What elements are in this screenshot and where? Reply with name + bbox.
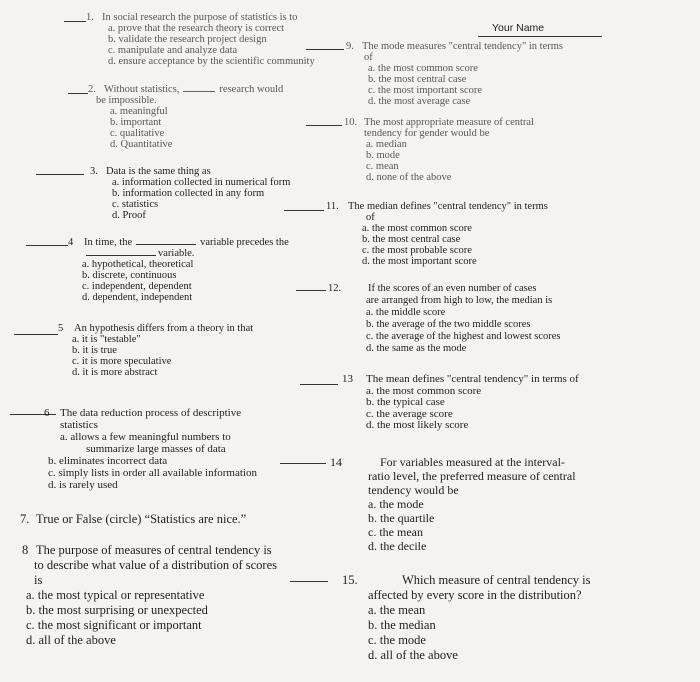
q4-stem-c: variable. — [158, 248, 195, 259]
q8-option-a: a. the most typical or representative — [26, 588, 205, 602]
q6-stem-a: The data reduction process of descriptive — [60, 407, 242, 419]
q2-stem-c: be impossible. — [96, 95, 157, 106]
q4-inline-blank-2[interactable] — [86, 255, 156, 256]
q10-stem-a: The most appropriate measure of central — [364, 117, 534, 128]
your-name-label: Your Name — [492, 22, 545, 34]
question-8 — [22, 543, 277, 648]
q14-stem-c: tendency would be — [368, 483, 459, 497]
q8-option-d: d. all of the above — [26, 633, 116, 647]
q14-number: 14 — [330, 455, 342, 469]
q14-option-c: c. the mean — [368, 525, 423, 539]
q5-number: 5 — [58, 323, 64, 334]
q2-option-b: b. important — [110, 117, 162, 128]
q3-stem: Data is the same thing as — [106, 166, 211, 177]
q14-stem-b: ratio level, the preferred measure of central — [368, 469, 576, 483]
q9-option-a: a. the most common score — [368, 63, 478, 74]
q5-option-b: b. it is true — [72, 345, 117, 356]
q5-option-c: c. it is more speculative — [72, 356, 172, 367]
q4-option-c: c. independent, dependent — [82, 281, 192, 292]
q12-number: 12. — [328, 283, 342, 294]
q4-inline-blank-1[interactable] — [136, 244, 196, 245]
q4-stem-a: In time, the — [84, 237, 133, 248]
q15-answer-blank[interactable] — [290, 581, 328, 582]
q11-number: 11. — [326, 201, 339, 212]
q15-option-d: d. all of the above — [368, 648, 458, 662]
q4-option-d: d. dependent, independent — [82, 292, 193, 303]
q2-option-c: c. qualitative — [110, 128, 165, 139]
question-15 — [342, 573, 590, 663]
q6-option-a-line2: summarize large masses of data — [86, 443, 226, 455]
q4-answer-blank[interactable] — [26, 245, 68, 246]
q11-stem-b: of — [366, 212, 375, 223]
q8-option-b: b. the most surprising or unexpected — [26, 603, 208, 617]
q1-option-b: b. validate the research project design — [108, 34, 267, 45]
q3-option-d: d. Proof — [112, 210, 146, 221]
q9-option-b: b. the most central case — [368, 74, 467, 85]
q2-inline-blank[interactable] — [183, 91, 215, 92]
q5-option-a: a. it is "testable" — [72, 334, 141, 345]
q14-answer-blank[interactable] — [280, 463, 326, 464]
q12-option-c: c. the average of the highest and lowest scores — [366, 331, 561, 342]
q14-option-d: d. the decile — [368, 539, 427, 553]
question-5 — [58, 323, 253, 378]
question-1 — [86, 12, 315, 67]
q6-number: 6 — [44, 407, 50, 419]
q15-number: 15. — [342, 573, 358, 587]
q7-number: 7. — [20, 512, 30, 526]
question-7 — [20, 512, 246, 527]
q10-number: 10. — [344, 117, 358, 128]
q15-stem-a: Which measure of central tendency is — [402, 573, 591, 587]
q2-answer-blank[interactable] — [68, 93, 88, 94]
q12-answer-blank[interactable] — [296, 290, 326, 291]
q1-number: 1. — [86, 12, 94, 23]
q3-option-c: c. statistics — [112, 199, 159, 210]
q12-option-d: d. the same as the mode — [366, 343, 467, 354]
q11-answer-blank[interactable] — [284, 210, 324, 211]
q1-stem: In social research the purpose of statistics is to — [102, 12, 298, 23]
q5-answer-blank[interactable] — [14, 334, 58, 335]
question-11 — [326, 201, 548, 267]
q13-option-b: b. the typical case — [366, 396, 445, 408]
q1-answer-blank[interactable] — [64, 21, 86, 22]
q2-stem-a: Without statistics, — [104, 84, 180, 95]
q14-option-a: a. the mode — [368, 497, 424, 511]
question-3 — [90, 166, 290, 221]
q1-option-a: a. prove that the research theory is correct — [108, 23, 285, 34]
q6-option-c: c. simply lists in order all available information — [48, 467, 257, 479]
q2-option-a: a. meaningful — [110, 106, 168, 117]
q11-option-c: c. the most probable score — [362, 245, 472, 256]
q9-stem-b: of — [364, 52, 373, 63]
q10-option-c: c. mean — [366, 161, 399, 172]
q1-option-d: d. ensure acceptance by the scientific community — [108, 56, 315, 67]
q8-stem-c: is — [34, 573, 43, 587]
q10-answer-blank[interactable] — [306, 125, 342, 126]
q6-option-a-line1: a. allows a few meaningful numbers to — [60, 431, 231, 443]
q15-option-b: b. the median — [368, 618, 436, 632]
q13-stem: The mean defines "central tendency" in terms of — [366, 373, 579, 385]
q11-option-b: b. the most central case — [362, 234, 461, 245]
q9-number: 9. — [346, 41, 354, 52]
name-answer-line[interactable] — [478, 36, 602, 37]
question-4 — [68, 237, 289, 303]
q15-option-c: c. the mode — [368, 633, 426, 647]
question-12 — [328, 283, 560, 355]
q12-option-a: a. the middle score — [366, 307, 446, 318]
q12-stem-a: If the scores of an even number of cases — [368, 283, 537, 294]
question-6 — [44, 407, 257, 491]
question-14 — [330, 455, 576, 553]
q11-option-a: a. the most common score — [362, 223, 472, 234]
question-13 — [342, 374, 579, 432]
q1-option-c: c. manipulate and analyze data — [108, 45, 238, 56]
q9-option-c: c. the most important score — [368, 85, 483, 96]
q6-option-b: b. eliminates incorrect data — [48, 455, 168, 467]
q13-option-a: a. the most common score — [366, 384, 482, 397]
q3-answer-blank[interactable] — [36, 174, 84, 175]
q3-option-a: a. information collected in numerical form — [112, 177, 291, 188]
q2-option-d: d. Quantitative — [110, 139, 173, 150]
q9-stem-a: The mode measures "central tendency" in terms — [362, 41, 563, 52]
question-10 — [344, 117, 534, 183]
q9-option-d: d. the most average case — [368, 96, 471, 107]
q8-number: 8 — [22, 543, 29, 557]
q13-answer-blank[interactable] — [300, 384, 338, 385]
q15-option-a: a. the mean — [368, 603, 426, 617]
q15-stem-b: affected by every score in the distribution? — [368, 588, 582, 602]
q5-option-d: d. it is more abstract — [72, 367, 158, 378]
q8-stem-b: to describe what value of a distribution of scores — [34, 558, 277, 572]
q4-option-a: a. hypothetical, theoretical — [82, 259, 194, 270]
q2-stem-b: research would — [219, 84, 284, 95]
q10-stem-b: tendency for gender would be — [364, 128, 490, 139]
q7-stem: True or False (circle) “Statistics are nice.” — [36, 512, 247, 526]
q13-option-d: d. the most likely score — [366, 419, 469, 431]
q10-option-d: d. none of the above — [366, 172, 452, 183]
q3-number: 3. — [90, 166, 98, 177]
q2-number: 2. — [88, 84, 96, 95]
q6-stem-b: statistics — [60, 419, 98, 431]
q4-number: 4 — [68, 237, 74, 248]
q3-option-b: b. information collected in any form — [112, 188, 265, 199]
q14-option-b: b. the quartile — [368, 511, 435, 525]
q14-stem-a: For variables measured at the interval- — [380, 455, 565, 469]
q5-stem: An hypothesis differs from a theory in that — [74, 323, 254, 334]
q13-option-c: c. the average score — [366, 407, 453, 420]
q11-option-d: d. the most important score — [362, 256, 477, 267]
q10-option-a: a. median — [366, 139, 407, 150]
q8-stem-a: The purpose of measures of central tendency is — [36, 543, 272, 557]
q6-option-d: d. is rarely used — [48, 479, 118, 491]
q13-number: 13 — [342, 373, 353, 385]
q8-option-c: c. the most significant or important — [26, 618, 202, 632]
q9-answer-blank[interactable] — [306, 49, 344, 50]
question-2 — [88, 84, 283, 150]
q12-stem-b: are arranged from high to low, the median is — [366, 295, 553, 306]
q4-option-b: b. discrete, continuous — [82, 270, 177, 281]
q4-stem-b: variable precedes the — [200, 237, 289, 248]
q10-option-b: b. mode — [366, 150, 400, 161]
q12-option-b: b. the average of the two middle scores — [366, 319, 531, 330]
q11-stem-a: The median defines "central tendency" in terms — [348, 201, 548, 212]
question-9 — [346, 41, 563, 107]
